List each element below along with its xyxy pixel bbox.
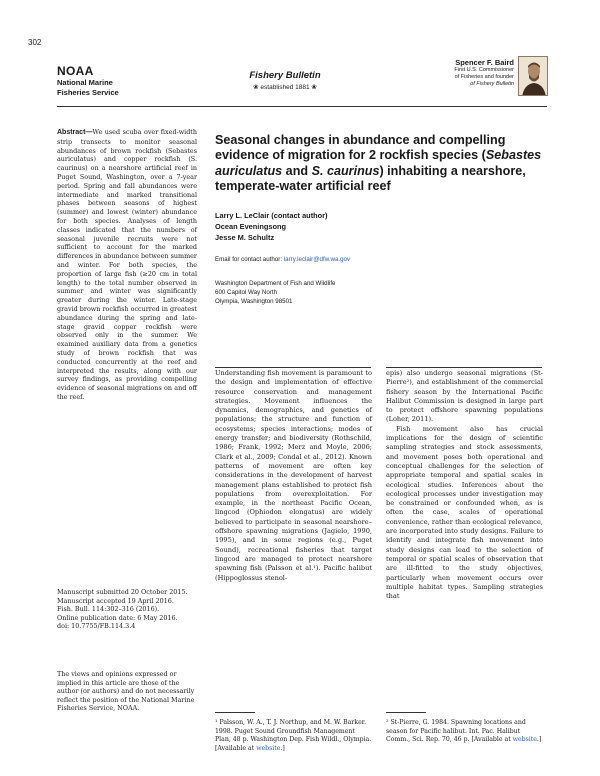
online-date: Online publication date: 6 May 2016. — [57, 613, 178, 622]
manuscript-accepted: Manuscript accepted 19 April 2016. — [57, 596, 174, 605]
header-rule — [57, 106, 547, 107]
title-part-1: Seasonal changes in abundance and compelling evidence of migration for 2 rockfish species ( — [215, 133, 506, 163]
footnote-2-link[interactable]: website — [512, 736, 537, 744]
body-paragraph: Understanding fish movement is paramount to the design and implementation of effective resource conservation and management strategies. Movement influences the dynamics, demographics, and genetics of populations; the structure and function of ecosystems; species interactions; modes of energy transfer; and biodiversity (Rothschild, 1986; Frank, 1992; Merz and Moyle, 2006; Clark et al., 2009; Condal et al., 2012). Known patterns of movement are often key considerations in the development of harvest management plans established to protect fish populations from overexploitation. For example, in the northeast Pacific Ocean, lingcod (Ophiodon elongatus) are widely believed to participate in seasonal nearshore–offshore spawning migrations (Jagielo, 1990, 1995), and in some regions (e.g., Puget Sound), recreational fisheries that target lingcod are managed to protect nearshore spawning fish (Palsson et al.¹). Pacific halibut (Hippoglossus stenol- — [215, 369, 372, 582]
footnote-rule-1 — [215, 712, 255, 713]
baird-line-1: First U.S. Commissioner — [454, 67, 514, 73]
abstract — [57, 128, 197, 402]
journal-title: Fishery Bulletin — [249, 70, 321, 81]
email-link[interactable]: larry.leclair@dfw.wa.gov — [283, 256, 351, 263]
title-part-2: and — [282, 163, 312, 178]
author-list — [215, 210, 328, 243]
baird-name: Spencer F. Baird — [455, 58, 514, 67]
author-1: Larry L. LeClair (contact author) — [215, 211, 328, 220]
manuscript-submitted: Manuscript submitted 20 October 2015. — [57, 588, 188, 596]
org-subtitle-1: National Marine — [57, 78, 113, 87]
title-species-2: S. caurinus — [311, 163, 380, 178]
baird-portrait-image — [518, 56, 548, 96]
title-species-1: Sebastes auriculatus — [215, 148, 542, 178]
footnote-2-end: .] — [536, 736, 542, 744]
org-subtitle-2: Fisheries Service — [57, 88, 119, 97]
affiliation-line-3: Olympia, Washington 98501 — [215, 298, 293, 306]
abstract-text: We used scuba over fixed-width strip transects to monitor seasonal abundances of brown rockfish (Sebastes auriculatus) and copper rockfish (S. caurinus) on a nearshore artificial reef in Puget Sound, Washington, over a 7-year period. Spring and fall abundances were intermediate and marked transitional phases between seasons of highest (summer) and lowest (winter) abundance for both species. Analyses of length classes indicated that the numbers of seasonal juvenile recruits were not sufficient to account for the marked differences in abundance between summer and winter. For both species, the proportion of large fish (≥20 cm in total length) to the total number observed in summer and winter was significantly greater during the winter. Late-stage gravid brown rockfish occurred in greatest abundance during the spring and late-stage gravid copper rockfish were observed only in the summer. We examined auxiliary data from a genetics study of brown rockfish that was conducted concurrently at the reef and interpreted the results, along with our survey findings, as providing compelling evidence of seasonal migrations on and off the reef. — [57, 128, 197, 401]
body-paragraph: Fish movement also has crucial implications for the design of scientific sampling strategies and stock assessments, and movement poses both operational and conceptual challenges for the selection of appropriate temporal and spatial scales in ecological studies. Inferences about the ecological processes under investigation may be constrained or confounded when, as is often the case, scales of operational convenience, rather than ecological relevance, are incorporated into study designs. Failure to identify and integrate fish movement into study designs can lead to the selection of temporal or spatial scales of observation that are ill-fitted to the study objectives, particularly when movement occurs over multiple habitat types. Sampling strategies that — [386, 424, 543, 601]
column-1-rule — [215, 367, 371, 368]
journal-established: ❀ established 1881 ❀ — [253, 84, 317, 91]
contact-email — [215, 256, 350, 263]
footnote-rule-2 — [386, 712, 426, 713]
footnote-1-link[interactable]: website — [256, 744, 281, 752]
title-part-3: ) inhabiting a nearshore, temperate-water artificial reef — [215, 163, 526, 193]
doi: doi: 10.7755/FB.114.3.4 — [57, 622, 136, 631]
affiliation-line-2: 600 Capitol Way North — [215, 289, 278, 297]
body-column-2 — [386, 369, 543, 601]
baird-line-2: of Fisheries and founder — [454, 74, 514, 80]
body-column-1 — [215, 369, 372, 583]
column-2-rule — [386, 367, 542, 368]
author-2: Ocean Eveningsong — [215, 222, 287, 231]
affiliation — [215, 279, 335, 307]
page-number: 302 — [28, 38, 42, 47]
citation: Fish. Bull. 114:302–316 (2016). — [57, 605, 160, 614]
affiliation-line-1: Washington Department of Fish and Wildlife — [215, 280, 336, 287]
org-title: NOAA — [57, 64, 94, 78]
body-paragraph: epis) also undergo seasonal migrations (St-Pierre²), and establishment of the commercial fishery season by the International Pacific Halibut Commission is designed in large part to protect offshore spawning populations (Loher, 2011). — [386, 369, 543, 424]
footnote-1-end: .] — [280, 744, 285, 752]
disclaimer: The views and opinions expressed or implied in this article are those of the author (or authors) and do not necessarily reflect the position of the National Marine Fisheries Service, NOAA. — [57, 670, 195, 713]
article-title — [215, 133, 545, 194]
noaa-logo-block — [57, 64, 119, 98]
baird-caption — [404, 58, 514, 88]
baird-line-3: of Fishery Bulletin — [470, 81, 514, 87]
journal-masthead — [220, 70, 350, 91]
footnote-2 — [386, 719, 543, 745]
author-3: Jesse M. Schultz — [215, 233, 275, 242]
email-label: Email for contact author: — [215, 256, 284, 263]
manuscript-info — [57, 588, 207, 631]
footnote-2-text: ² St-Pierre, G. 1984. Spawning locations and season for Pacific halibut. Int. Pac. Halibut Comm., Sci. Rep. 70, 46 p. [Available at — [386, 719, 526, 744]
abstract-label: Abstract— — [57, 129, 93, 136]
footnote-1-text: ¹ Palsson, W. A., T. J. Northup, and M. W. Barker. 1998. Puget Sound Groundfish Management Plan, 48 p. Washington Dep. Fish Wildl., Olympia. [Available at — [215, 719, 372, 752]
footnote-1 — [215, 719, 372, 753]
